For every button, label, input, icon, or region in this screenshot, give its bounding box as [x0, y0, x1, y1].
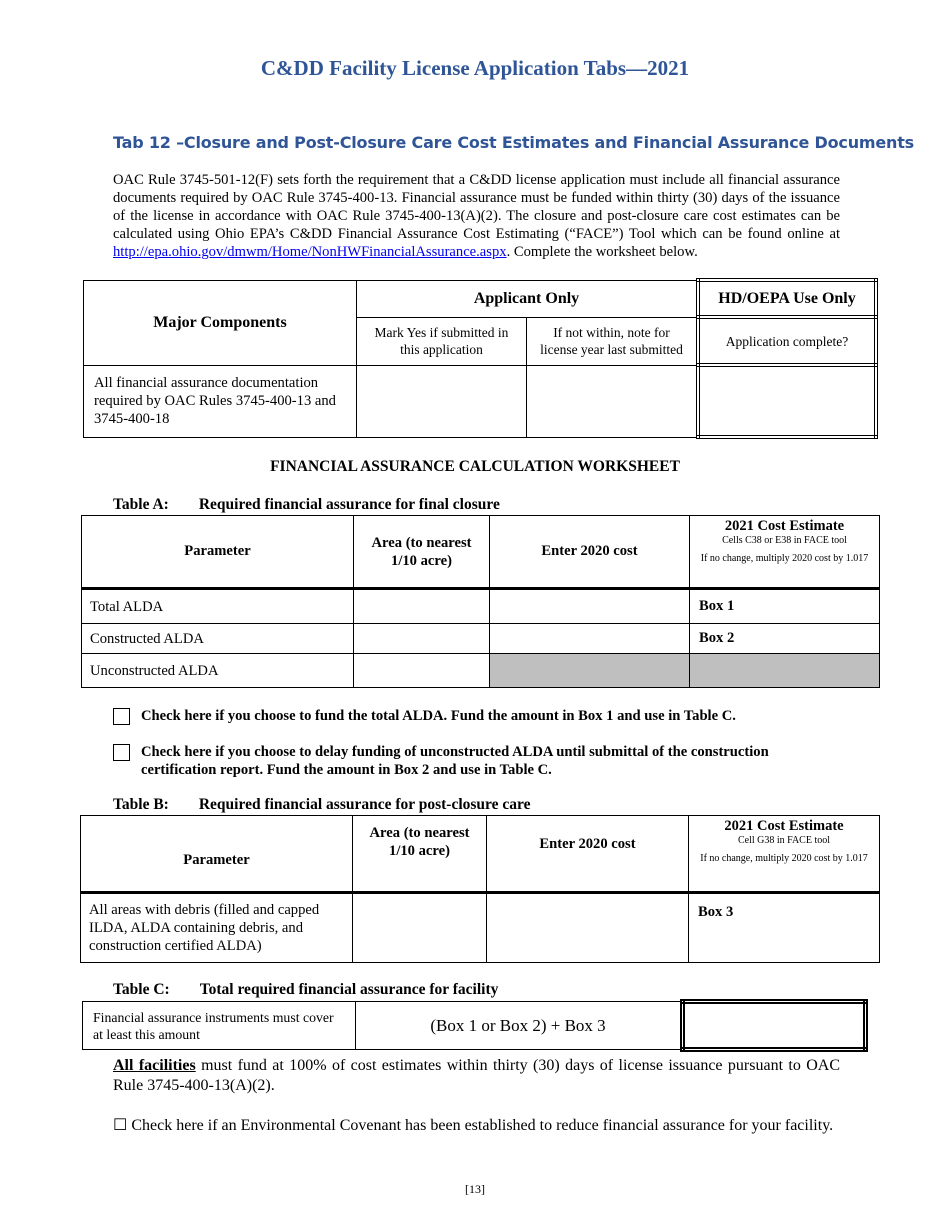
intro-text: OAC Rule 3745-501-12(F) sets forth the requirement that a C&DD license application must include all financial assurance documents required by OAC Rule 3745-400-13. Financial assurance must be funded within thirty (30) days of the issuance of the license in accordance with OAC Rule 3745-400-13(A)(2). The closure and post-closure care cost estimates can be calculated using Ohio EPA’s C&DD Financial Assurance Cost Estimating (“FACE”) Tool which can be found online at: [113, 172, 840, 242]
col-parameter-b: Parameter: [81, 816, 353, 893]
estimate-cells-note-b: Cell G38 in FACE tool: [737, 835, 831, 846]
col-applicant-only: Applicant Only: [357, 280, 699, 317]
worksheet-title: FINANCIAL ASSURANCE CALCULATION WORKSHEET: [270, 458, 680, 475]
all-facilities-rest: must fund at 100% of cost estimates within thirty (30) days of license issuance pursuant to OAC Rule 3745-400-13(A)(2).: [113, 1057, 841, 1094]
unconstructed-alda-area[interactable]: [354, 654, 490, 688]
estimate-title: 2021 Cost Estimate: [724, 518, 845, 534]
col-major-components: Major Components: [84, 280, 357, 365]
table-c-label: Table C:: [113, 981, 170, 998]
table-c-heading: [113, 981, 498, 999]
table-a-label: Table A:: [113, 496, 169, 513]
col-2020-cost: Enter 2020 cost: [490, 516, 690, 589]
all-facilities-bold: All facilities: [113, 1057, 196, 1074]
components-table: [83, 278, 878, 439]
constructed-alda-area[interactable]: [354, 624, 490, 654]
row-total-alda: Total ALDA: [82, 589, 354, 624]
estimate-multiply-note-b: If no change, multiply 2020 cost by 1.017: [700, 853, 868, 864]
table-a-title: Required financial assurance for final closure: [198, 496, 500, 513]
table-c-total-box[interactable]: [683, 1002, 866, 1050]
estimate-title-b: 2021 Cost Estimate: [724, 818, 844, 834]
row-unconstructed-alda: Unconstructed ALDA: [82, 654, 354, 688]
covenant-checkbox[interactable]: ☐: [113, 1117, 128, 1134]
debris-area[interactable]: [353, 893, 487, 963]
total-alda-area[interactable]: [354, 589, 490, 624]
col-area: Area (to nearest 1/10 acre): [354, 516, 490, 589]
all-facilities-note: [113, 1056, 840, 1096]
box-1[interactable]: Box 1: [690, 589, 880, 624]
unconstructed-alda-2020-cost-shaded: [490, 654, 690, 688]
table-b-label: Table B:: [113, 796, 169, 813]
tab-heading: Tab 12 –Closure and Post-Closure Care Cost Estimates and Financial Assurance Documents: [113, 133, 914, 152]
unconstructed-alda-estimate-shaded: [690, 654, 880, 688]
application-complete-cell[interactable]: [698, 365, 876, 437]
table-b: [80, 815, 880, 963]
table-c-title: Total required financial assurance for facility: [199, 981, 499, 998]
table-a-heading: [113, 496, 500, 514]
mark-yes-cell[interactable]: [357, 365, 527, 437]
row-all-areas-debris: All areas with debris (filled and capped ILDA, ALDA containing debris, and construction certified ALDA): [81, 893, 353, 963]
page-number: [13]: [465, 1182, 485, 1196]
fund-total-alda-text: Check here if you choose to fund the total ALDA. Fund the amount in Box 1 and use in Table C.: [141, 708, 736, 724]
row-constructed-alda: Constructed ALDA: [82, 624, 354, 654]
table-c-requirement: Financial assurance instruments must cover at least this amount: [83, 1002, 356, 1050]
estimate-multiply-note: If no change, multiply 2020 cost by 1.017: [700, 553, 869, 564]
table-c: [82, 999, 868, 1052]
col-hd-oepa: HD/OEPA Use Only: [698, 280, 876, 317]
license-year-cell[interactable]: [527, 365, 699, 437]
total-alda-2020-cost[interactable]: [490, 589, 690, 624]
table-b-title: Required financial assurance for post-closure care: [198, 796, 531, 813]
col-2021-estimate: [690, 516, 880, 589]
sub-application-complete: Application complete?: [698, 317, 876, 365]
face-tool-link[interactable]: http://epa.ohio.gov/dmwm/Home/NonHWFinancialAssurance.aspx: [113, 244, 507, 260]
sub-if-not-within: If not within, note for license year last submitted: [527, 317, 699, 365]
debris-2020-cost[interactable]: [487, 893, 689, 963]
estimate-cells-note: Cells C38 or E38 in FACE tool: [722, 535, 847, 546]
page-title: C&DD Facility License Application Tabs—2021: [260, 56, 690, 80]
fund-total-alda-checkbox[interactable]: [113, 708, 130, 725]
delay-unconstructed-checkbox[interactable]: [113, 744, 130, 761]
col-parameter: Parameter: [82, 516, 354, 589]
box-2[interactable]: Box 2: [690, 624, 880, 654]
sub-mark-yes: Mark Yes if submitted in this application: [357, 317, 527, 365]
col-2021-estimate-b: [689, 816, 880, 893]
environmental-covenant-note: [113, 1116, 840, 1136]
covenant-text: Check here if an Environmental Covenant has been established to reduce financial assurance for your facility.: [127, 1117, 834, 1134]
intro-text-end: . Complete the worksheet below.: [506, 244, 698, 260]
col-area-b: Area (to nearest 1/10 acre): [353, 816, 487, 893]
table-b-heading: [113, 796, 531, 814]
box-3[interactable]: Box 3: [689, 893, 880, 963]
col-2020-cost-b: Enter 2020 cost: [487, 816, 689, 893]
constructed-alda-2020-cost[interactable]: [490, 624, 690, 654]
delay-unconstructed-text: Check here if you choose to delay funding of unconstructed ALDA until submittal of the construction certification report. Fund the amount in Box 2 and use in Table C.: [141, 744, 769, 778]
component-row-label: All financial assurance documentation required by OAC Rules 3745-400-13 and 3745-400-18: [84, 365, 357, 437]
table-c-formula: (Box 1 or Box 2) + Box 3: [356, 1002, 683, 1050]
intro-paragraph: [113, 171, 840, 261]
table-a: [81, 515, 880, 688]
